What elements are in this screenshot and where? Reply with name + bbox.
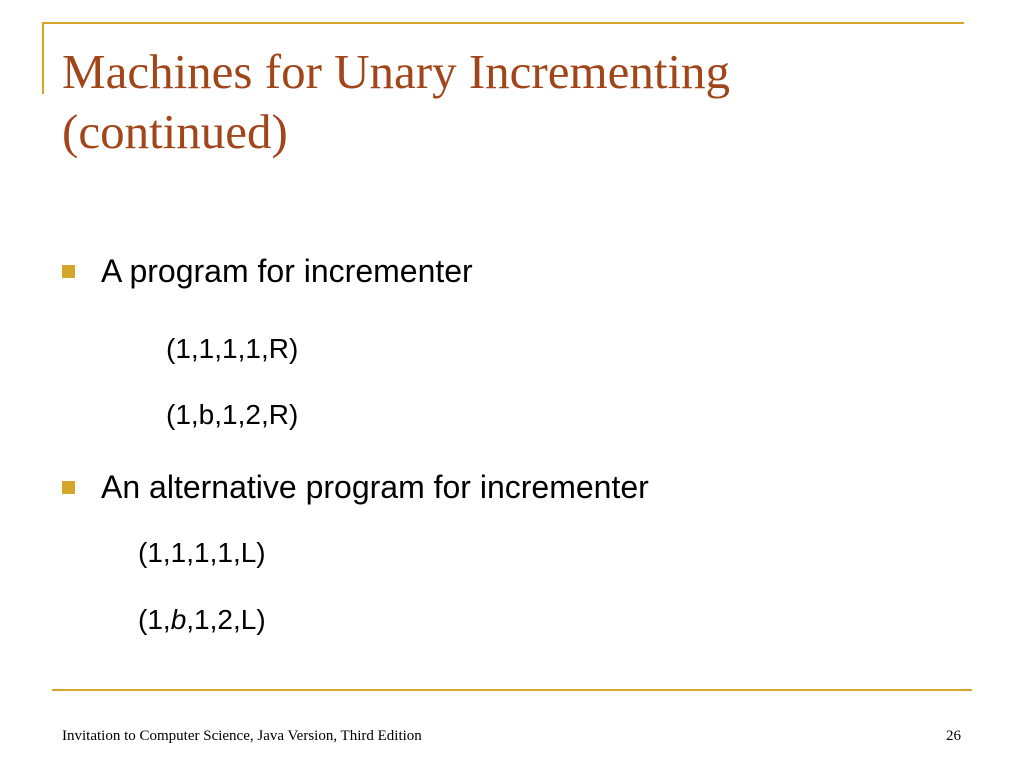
bullet-1	[62, 251, 473, 291]
frame-left-rule	[42, 22, 44, 94]
program-2-line-1: (1,1,1,1,L)	[138, 537, 266, 568]
slide-title	[62, 42, 962, 162]
bullet-1-text: A program for incrementer	[101, 253, 473, 289]
bullet-square-icon	[62, 481, 75, 494]
frame-top-rule	[42, 22, 964, 24]
program-2-line-2-prefix: (1,	[138, 604, 171, 635]
title-line-1: Machines for Unary Incrementing	[62, 44, 731, 99]
footer-page-number: 26	[946, 728, 961, 744]
program-1-line-2: (1,b,1,2,R)	[166, 399, 299, 430]
footer-book-title: Invitation to Computer Science, Java Version, Third Edition	[62, 728, 422, 744]
program-1-line-1: (1,1,1,1,R)	[166, 333, 299, 364]
program-2-line-2	[138, 603, 266, 637]
bullet-2-text: An alternative program for incrementer	[101, 469, 649, 505]
program-2-line-2-symbol: b	[170, 604, 187, 635]
bullet-square-icon	[62, 265, 75, 278]
footer-rule	[52, 689, 972, 691]
title-line-2: (continued)	[62, 104, 288, 159]
program-2-line-2-suffix: ,1,2,L)	[186, 604, 266, 635]
bullet-2	[62, 467, 649, 507]
